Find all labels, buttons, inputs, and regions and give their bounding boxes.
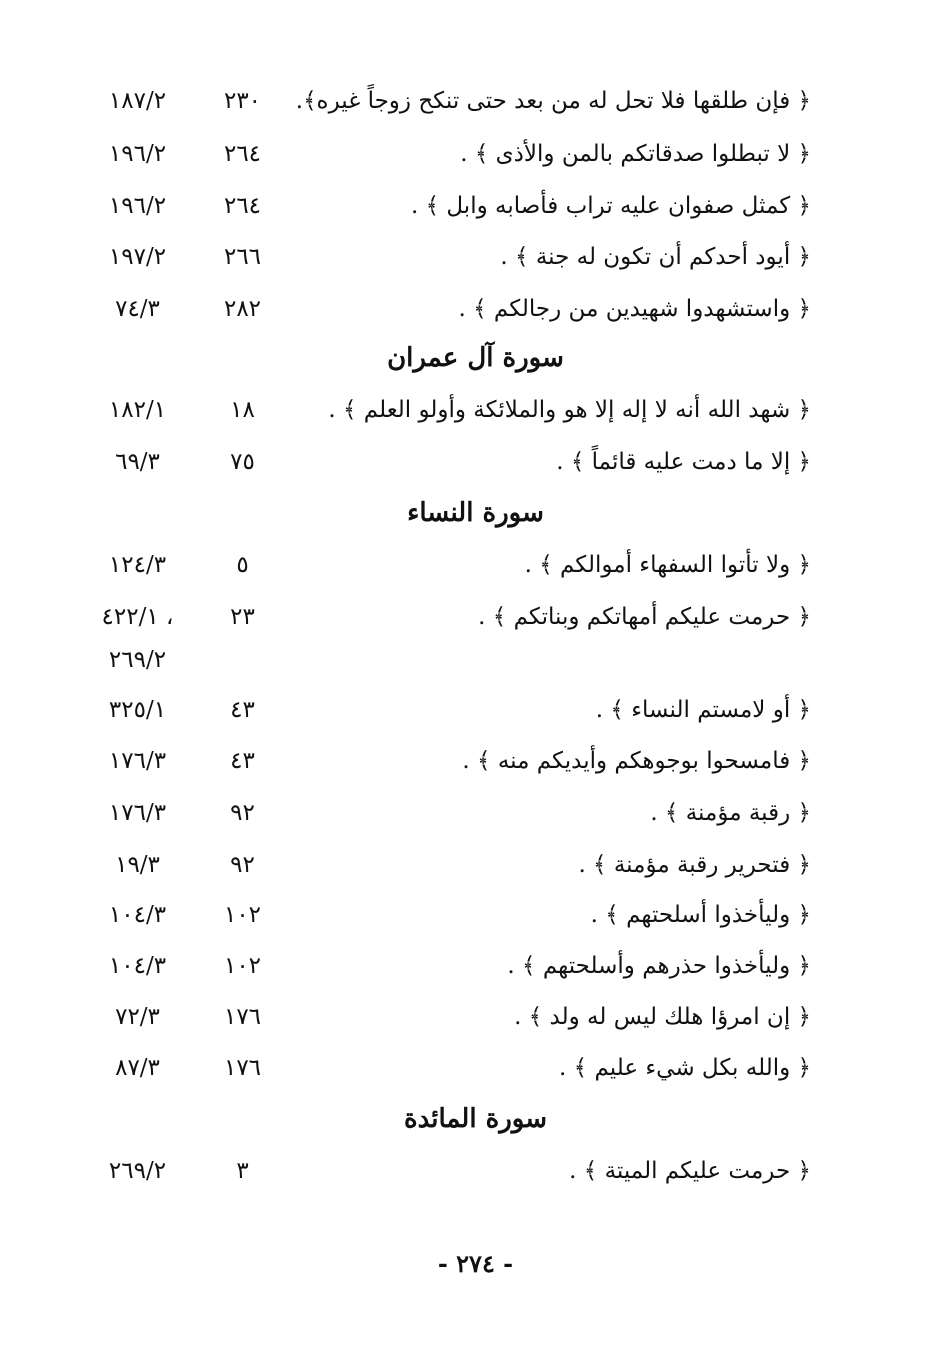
verse-text: ﴿ واستشهدوا شهيدين من رجالكم ﴾ . xyxy=(458,296,811,322)
index-entry xyxy=(0,845,951,885)
verse-text: ﴿ فامسحوا بوجوهكم وأيديكم منه ﴾ . xyxy=(462,748,811,774)
ayah-number: ٢٨٢ xyxy=(223,296,262,322)
index-entry xyxy=(0,997,951,1037)
index-entry xyxy=(0,597,951,637)
verse-text: ﴿ إن امرؤا هلك ليس له ولد ﴾ . xyxy=(514,1004,811,1030)
verse-text: ﴿ لا تبطلوا صدقاتكم بالمن والأذى ﴾ . xyxy=(460,141,811,167)
page-reference: ١٨٢/١ xyxy=(108,397,167,423)
index-entry xyxy=(0,442,951,482)
index-entry xyxy=(0,1048,951,1088)
ayah-number: ٣ xyxy=(236,1158,249,1184)
ayah-number: ٥ xyxy=(236,552,249,578)
page-reference: ٤٢٢/١ ، xyxy=(101,604,174,630)
page-reference: ٦٩/٣ xyxy=(115,449,160,475)
surah-title: سورة آل عمران xyxy=(387,343,564,373)
page-reference: ٣٢٥/١ xyxy=(108,697,167,723)
page-number: - ٢٧٤ - xyxy=(437,1249,514,1278)
index-entry xyxy=(0,741,951,781)
page-reference: ١٧٦/٣ xyxy=(108,748,167,774)
page-reference-continued: ٢٦٩/٢ xyxy=(108,647,167,673)
page-reference: ٧٢/٣ xyxy=(115,1004,160,1030)
page-reference: ٢٦٩/٢ xyxy=(108,1158,167,1184)
index-entry xyxy=(0,1151,951,1191)
page-reference: ٧٤/٣ xyxy=(115,296,160,322)
verse-text: ﴿ ولا تأتوا السفهاء أموالكم ﴾ . xyxy=(524,552,811,578)
verse-text: ﴿ والله بكل شيء عليم ﴾ . xyxy=(559,1055,811,1081)
verse-text: ﴿ رقبة مؤمنة ﴾ . xyxy=(650,800,811,826)
page-reference: ١٩٦/٢ xyxy=(108,141,167,167)
verse-text: ﴿ شهد الله أنه لا إله إلا هو والملائكة وأولو العلم ﴾ . xyxy=(328,397,811,423)
index-entry xyxy=(0,237,951,277)
ayah-number: ١٧٦ xyxy=(223,1055,262,1081)
page-reference: ١٩٦/٢ xyxy=(108,193,167,219)
page-reference: ١٠٤/٣ xyxy=(108,953,167,979)
ayah-number: ١٧٦ xyxy=(223,1004,262,1030)
surah-heading xyxy=(0,1097,951,1141)
index-entry xyxy=(0,289,951,329)
ayah-number: ٢٣ xyxy=(230,604,255,630)
ayah-number: ١٨ xyxy=(230,397,255,423)
page-reference: ١٠٤/٣ xyxy=(108,902,167,928)
verse-text: ﴿ حرمت عليكم أمهاتكم وبناتكم ﴾ . xyxy=(478,604,811,630)
ayah-number: ٢٦٤ xyxy=(223,193,262,219)
verse-text: ﴿ أيود أحدكم أن تكون له جنة ﴾ . xyxy=(500,244,811,270)
index-entry xyxy=(0,895,951,935)
surah-heading xyxy=(0,491,951,535)
index-entry xyxy=(0,793,951,833)
ayah-number: ٩٢ xyxy=(230,852,255,878)
ayah-number: ٤٣ xyxy=(230,697,255,723)
verse-text: ﴿ حرمت عليكم الميتة ﴾ . xyxy=(569,1158,811,1184)
verse-text: ﴿ فتحرير رقبة مؤمنة ﴾ . xyxy=(578,852,811,878)
verse-text: ﴿ إلا ما دمت عليه قائماً ﴾ . xyxy=(556,449,811,475)
page-reference: ١٢٤/٣ xyxy=(108,552,167,578)
index-entry xyxy=(0,390,951,430)
verse-text: ﴿ وليأخذوا أسلحتهم ﴾ . xyxy=(590,902,811,928)
page-reference: ١٨٧/٢ xyxy=(108,88,167,114)
ayah-number: ٤٣ xyxy=(230,748,255,774)
page-reference: ١٧٦/٣ xyxy=(108,800,167,826)
index-entry xyxy=(0,545,951,585)
ayah-number: ٢٦٤ xyxy=(223,141,262,167)
verse-text: ﴿ أو لامستم النساء ﴾ . xyxy=(595,697,811,723)
page-reference: ٨٧/٣ xyxy=(115,1055,160,1081)
surah-heading xyxy=(0,336,951,380)
index-entry xyxy=(0,186,951,226)
index-entry xyxy=(0,81,951,121)
index-entry xyxy=(0,134,951,174)
verse-text: ﴿ كمثل صفوان عليه تراب فأصابه وابل ﴾ . xyxy=(410,193,811,219)
ayah-number: ١٠٢ xyxy=(223,902,262,928)
ayah-number: ٧٥ xyxy=(230,449,255,475)
ayah-number: ٢٣٠ xyxy=(223,88,262,114)
verse-text: ﴿ فإن طلقها فلا تحل له من بعد حتى تنكح زوجاً غيره﴾. xyxy=(295,88,811,114)
verse-text: ﴿ وليأخذوا حذرهم وأسلحتهم ﴾ . xyxy=(507,953,811,979)
page-reference: ١٩٧/٢ xyxy=(108,244,167,270)
index-entry xyxy=(0,690,951,730)
ayah-number: ٩٢ xyxy=(230,800,255,826)
ayah-number: ١٠٢ xyxy=(223,953,262,979)
page-reference: ١٩/٣ xyxy=(115,852,160,878)
ayah-number: ٢٦٦ xyxy=(223,244,262,270)
index-entry xyxy=(0,946,951,986)
surah-title: سورة المائدة xyxy=(403,1104,548,1134)
surah-title: سورة النساء xyxy=(407,498,544,528)
